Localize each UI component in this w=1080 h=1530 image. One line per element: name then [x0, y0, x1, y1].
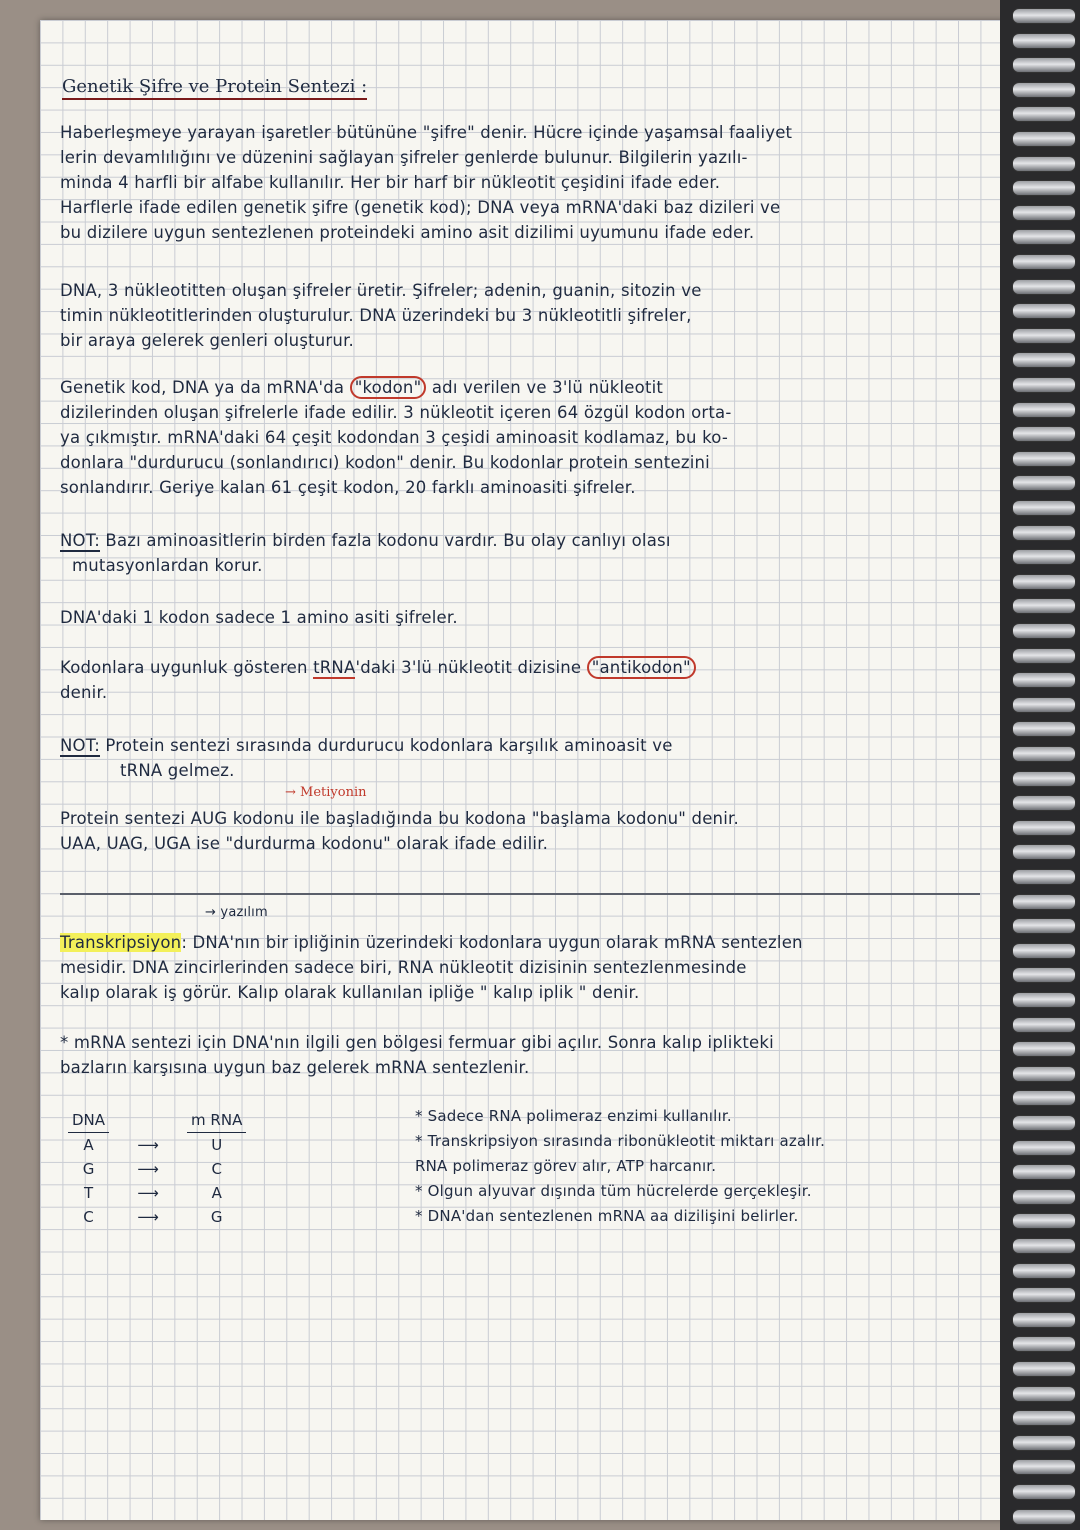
dna-base: A	[83, 1136, 94, 1154]
arrow-icon: ⟶	[137, 1135, 159, 1154]
text-line: ya çıkmıştır. mRNA'daki 64 çeşit kodondan 3 çeşidi aminoasit kodlamaz, bu ko-	[60, 428, 729, 447]
text-line: lerin devamlılığını ve düzenini sağlayan şifreler genlerde bulunur. Bilgilerin yazılı-	[60, 148, 748, 167]
page-title: Genetik Şifre ve Protein Sentezi :	[62, 76, 367, 100]
spiral-ring	[1012, 525, 1076, 541]
text-line: UAA, UAG, UGA ise "durdurma kodonu" olarak ifade edilir.	[60, 834, 549, 853]
spiral-ring	[1012, 229, 1076, 245]
spiral-ring	[1012, 303, 1076, 319]
mrna-header: m RNA	[187, 1108, 246, 1133]
spiral-ring	[1012, 500, 1076, 516]
dna-base: C	[83, 1208, 94, 1226]
spiral-ring	[1012, 1041, 1076, 1057]
spiral-ring	[1012, 1263, 1076, 1279]
spiral-ring	[1012, 623, 1076, 639]
note-label: NOT:	[60, 531, 100, 550]
spiral-ring	[1012, 205, 1076, 221]
spiral-ring	[1012, 992, 1076, 1008]
methionine-annotation: → Metiyonin	[285, 785, 367, 800]
text-line	[60, 375, 975, 400]
paragraph-dna-codes	[60, 278, 975, 353]
table-row	[68, 1181, 246, 1205]
spiral-ring	[1012, 1090, 1076, 1106]
arrow-icon: ⟶	[137, 1160, 159, 1178]
spiral-ring	[1012, 1410, 1076, 1426]
anticodon-text-b: 'daki 3'lü nükleotit dizisine	[355, 658, 582, 677]
spiral-ring	[1012, 8, 1076, 24]
spiral-ring	[1012, 180, 1076, 196]
spiral-ring	[1012, 943, 1076, 959]
text-line	[60, 733, 975, 758]
text-line: Protein sentezi AUG kodonu ile başladığında bu kodona "başlama kodonu" denir.	[60, 809, 739, 828]
rna-base: U	[211, 1136, 223, 1154]
spiral-ring	[1012, 746, 1076, 762]
spiral-ring	[1012, 1115, 1076, 1131]
table-row	[68, 1133, 246, 1158]
text-line: kalıp olarak iş görür. Kalıp olarak kullanılan ipliğe " kalıp iplik " denir.	[60, 983, 640, 1002]
spiral-ring	[1012, 475, 1076, 491]
spiral-ring	[1012, 1238, 1076, 1254]
paragraph-anticodon	[60, 655, 975, 705]
spiral-ring	[1012, 328, 1076, 344]
text-line: DNA'daki 1 kodon sadece 1 amino asiti şifreler.	[60, 608, 458, 627]
text-line: bu dizilere uygun sentezlenen proteindeki amino asit dizilimi uyumunu ifade eder.	[60, 223, 755, 242]
note-2	[60, 733, 975, 783]
text-line	[60, 655, 975, 680]
spiral-ring	[1012, 672, 1076, 688]
spiral-ring	[1012, 131, 1076, 147]
anticodon-text-a: Kodonlara uygunluk gösteren	[60, 658, 308, 677]
transcription-def: : DNA'nın bir ipliğinin üzerindeki kodonlara uygun olarak mRNA sentezlen	[181, 933, 803, 952]
spiral-ring	[1012, 721, 1076, 737]
rna-base: G	[210, 1208, 223, 1226]
list-item: * Olgun alyuvar dışında tüm hücrelerde gerçekleşir.	[415, 1182, 812, 1200]
spiral-ring	[1012, 1336, 1076, 1352]
rna-base: A	[211, 1184, 222, 1202]
text-line: dizilerinden oluşan şifrelerle ifade edilir. 3 nükleotit içeren 64 özgül kodon orta-	[60, 403, 732, 422]
paragraph-genetic-code	[60, 120, 975, 245]
spiral-ring	[1012, 1287, 1076, 1303]
spiral-ring	[1012, 377, 1076, 393]
table-row	[68, 1157, 246, 1181]
spiral-ring	[1012, 1213, 1076, 1229]
table-row	[68, 1205, 246, 1229]
spiral-binding	[1000, 0, 1080, 1530]
codon-text-a: Genetik kod, DNA ya da mRNA'da	[60, 378, 345, 397]
spiral-ring	[1012, 967, 1076, 983]
note-text: Protein sentezi sırasında durdurucu kodonlara karşılık aminoasit ve	[105, 736, 673, 755]
spiral-ring	[1012, 254, 1076, 270]
spiral-ring	[1012, 1017, 1076, 1033]
text-line: sonlandırır. Geriye kalan 61 çeşit kodon, 20 farklı aminoasiti şifreler.	[60, 478, 636, 497]
transcription-facts	[415, 1104, 985, 1229]
text-line: tRNA gelmez.	[120, 761, 235, 780]
text-line: Haberleşmeye yarayan işaretler bütününe "şifre" denir. Hücre içinde yaşamsal faaliyet	[60, 123, 793, 142]
spiral-ring	[1012, 549, 1076, 565]
paragraph-one-codon	[60, 605, 975, 630]
spiral-ring	[1012, 33, 1076, 49]
spiral-ring	[1012, 697, 1076, 713]
paragraph-transcription	[60, 930, 975, 1005]
paragraph-mrna-synthesis	[60, 1030, 975, 1080]
arrow-icon: ⟶	[137, 1208, 159, 1226]
note-label: NOT:	[60, 736, 100, 755]
spiral-ring	[1012, 279, 1076, 295]
paragraph-start-stop	[60, 806, 975, 856]
spiral-ring	[1012, 1459, 1076, 1475]
arrow-icon: ⟶	[137, 1184, 159, 1202]
note-text: Bazı aminoasitlerin birden fazla kodonu vardır. Bu olay canlıyı olası	[105, 531, 671, 550]
text-line: mesidir. DNA zincirlerinden sadece biri, RNA nükleotit dizisinin sentezlenmesinde	[60, 958, 747, 977]
codon-term-circled: "kodon"	[350, 376, 427, 399]
spiral-ring	[1012, 1386, 1076, 1402]
spiral-ring	[1012, 795, 1076, 811]
text-line: bazların karşısına uygun baz gelerek mRNA sentezlenir.	[60, 1058, 530, 1077]
codon-text-b: adı verilen ve 3'lü nükleotit	[431, 378, 664, 397]
spiral-ring	[1012, 574, 1076, 590]
list-item: * DNA'dan sentezlenen mRNA aa dizilişini belirler.	[415, 1207, 799, 1225]
spiral-ring	[1012, 598, 1076, 614]
yazilim-annotation: → yazılım	[205, 905, 268, 920]
spiral-ring	[1012, 451, 1076, 467]
list-item: RNA polimeraz görev alır, ATP harcanır.	[415, 1157, 717, 1175]
transcription-term: Transkripsiyon	[60, 933, 182, 952]
spiral-ring	[1012, 1509, 1076, 1525]
spiral-ring	[1012, 82, 1076, 98]
spiral-ring	[1012, 1361, 1076, 1377]
spiral-ring	[1012, 844, 1076, 860]
spiral-ring	[1012, 1164, 1076, 1180]
text-line: * mRNA sentezi için DNA'nın ilgili gen bölgesi fermuar gibi açılır. Sonra kalıp iplikteki	[60, 1033, 774, 1052]
spiral-ring	[1012, 869, 1076, 885]
text-line: denir.	[60, 683, 108, 702]
rna-base: C	[211, 1160, 222, 1178]
text-line	[60, 930, 975, 955]
header-spacer	[109, 1108, 187, 1133]
spiral-ring	[1012, 402, 1076, 418]
text-line: mutasyonlardan korur.	[72, 556, 263, 575]
spiral-ring	[1012, 1140, 1076, 1156]
section-divider	[60, 893, 980, 895]
spiral-ring	[1012, 918, 1076, 934]
spiral-ring	[1012, 1066, 1076, 1082]
text-line: DNA, 3 nükleotitten oluşan şifreler üretir. Şifreler; adenin, guanin, sitozin ve	[60, 281, 702, 300]
spiral-ring	[1012, 156, 1076, 172]
spiral-ring	[1012, 820, 1076, 836]
text-line: donlara "durdurucu (sonlandırıcı) kodon" denir. Bu kodonlar protein sentezini	[60, 453, 710, 472]
spiral-ring	[1012, 106, 1076, 122]
text-line: minda 4 harfli bir alfabe kullanılır. Her bir harf bir nükleotit çeşidini ifade eder.	[60, 173, 721, 192]
list-item: * Transkripsiyon sırasında ribonükleotit miktarı azalır.	[415, 1132, 826, 1150]
dna-header: DNA	[68, 1108, 109, 1133]
trna-term: tRNA	[313, 658, 356, 677]
dna-mrna-table	[68, 1108, 246, 1229]
text-line: timin nükleotitlerinden oluşturulur. DNA üzerindeki bu 3 nükleotitli şifreler,	[60, 306, 692, 325]
spiral-ring	[1012, 1189, 1076, 1205]
list-item: * Sadece RNA polimeraz enzimi kullanılır.	[415, 1107, 732, 1125]
spiral-ring	[1012, 57, 1076, 73]
spiral-ring	[1012, 1484, 1076, 1500]
text-line: Harflerle ifade edilen genetik şifre (genetik kod); DNA veya mRNA'daki baz dizileri ve	[60, 198, 781, 217]
spiral-ring	[1012, 1312, 1076, 1328]
spiral-ring	[1012, 426, 1076, 442]
spiral-ring	[1012, 771, 1076, 787]
spiral-ring	[1012, 1435, 1076, 1451]
dna-base: T	[83, 1184, 94, 1202]
spiral-ring	[1012, 648, 1076, 664]
spiral-ring	[1012, 352, 1076, 368]
text-line: bir araya gelerek genleri oluşturur.	[60, 331, 354, 350]
text-line	[60, 528, 975, 553]
note-1	[60, 528, 975, 578]
spiral-ring	[1012, 894, 1076, 910]
anticodon-term-circled: "antikodon"	[587, 656, 696, 679]
paragraph-codon	[60, 375, 975, 500]
dna-base: G	[82, 1160, 95, 1178]
